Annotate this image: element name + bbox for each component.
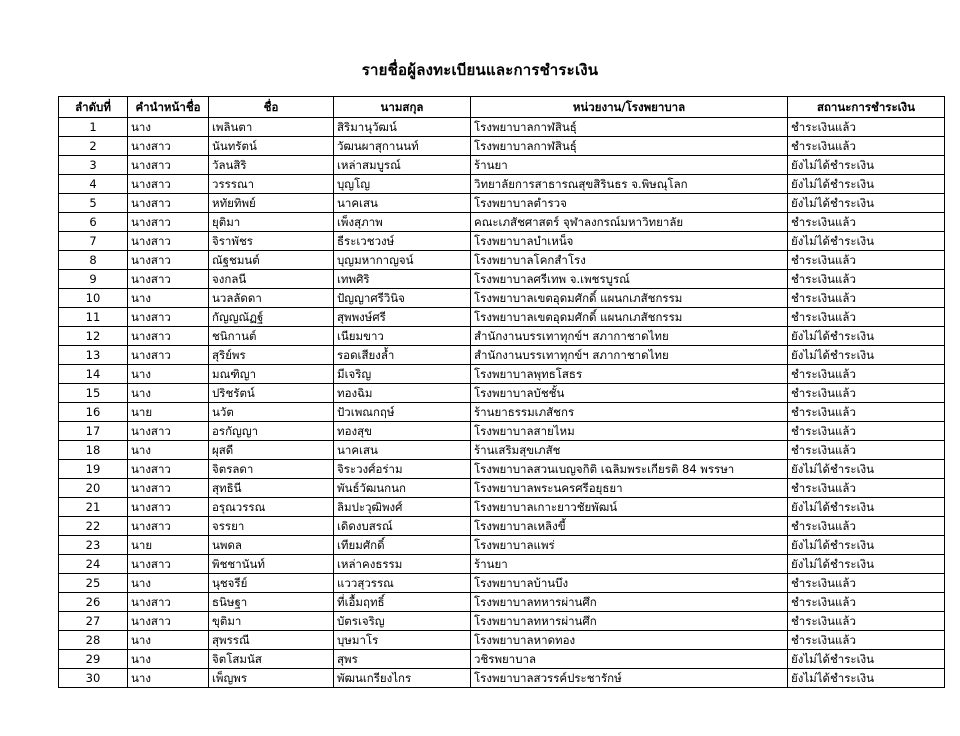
cell-last-name: พัฒนเกรียงไกร: [334, 669, 471, 688]
column-header-status: สถานะการชำระเงิน: [788, 97, 945, 118]
cell-first-name: หทัยทิพย์: [209, 194, 334, 213]
cell-no: 21: [59, 498, 128, 517]
cell-first-name: ชนิกานต์: [209, 327, 334, 346]
table-row: [59, 289, 945, 308]
table-row: [59, 479, 945, 498]
cell-organization: โรงพยาบาลสายไหม: [471, 422, 788, 441]
cell-no: 3: [59, 156, 128, 175]
cell-organization: โรงพยาบาลสวรรค์ประชารักษ์: [471, 669, 788, 688]
cell-organization: โรงพยาบาลแพร่: [471, 536, 788, 555]
table-row: [59, 365, 945, 384]
cell-payment-status: ชำระเงินแล้ว: [788, 479, 945, 498]
cell-first-name: ปริชรัตน์: [209, 384, 334, 403]
cell-no: 5: [59, 194, 128, 213]
cell-title: นาง: [128, 118, 209, 137]
cell-organization: โรงพยาบาลกาฬสินธุ์: [471, 118, 788, 137]
cell-organization: โรงพยาบาลตำรวจ: [471, 194, 788, 213]
cell-title: นาง: [128, 384, 209, 403]
cell-payment-status: ชำระเงินแล้ว: [788, 118, 945, 137]
cell-no: 18: [59, 441, 128, 460]
cell-payment-status: ชำระเงินแล้ว: [788, 384, 945, 403]
cell-payment-status: ยังไม่ได้ชำระเงิน: [788, 555, 945, 574]
cell-payment-status: ยังไม่ได้ชำระเงิน: [788, 536, 945, 555]
cell-title: นาง: [128, 289, 209, 308]
cell-payment-status: ยังไม่ได้ชำระเงิน: [788, 669, 945, 688]
cell-last-name: วัฒนผาสุกานนท์: [334, 137, 471, 156]
table-header-row: [59, 97, 945, 118]
cell-organization: โรงพยาบาลหาดทอง: [471, 631, 788, 650]
cell-payment-status: ยังไม่ได้ชำระเงิน: [788, 194, 945, 213]
table-row: [59, 403, 945, 422]
cell-title: นางสาว: [128, 137, 209, 156]
cell-title: นางสาว: [128, 213, 209, 232]
table-row: [59, 517, 945, 536]
cell-payment-status: ชำระเงินแล้ว: [788, 631, 945, 650]
cell-last-name: ปัญญาศรีวินิจ: [334, 289, 471, 308]
cell-last-name: เพ็งสุภาพ: [334, 213, 471, 232]
table-header: [59, 97, 945, 118]
column-header-last: นามสกุล: [334, 97, 471, 118]
cell-organization: โรงพยาบาลบ้านบึง: [471, 574, 788, 593]
cell-payment-status: ยังไม่ได้ชำระเงิน: [788, 232, 945, 251]
cell-payment-status: ชำระเงินแล้ว: [788, 251, 945, 270]
cell-payment-status: ชำระเงินแล้ว: [788, 365, 945, 384]
cell-last-name: บุญมหากาญจน์: [334, 251, 471, 270]
table-row: [59, 156, 945, 175]
cell-last-name: เทียมศักดิ์: [334, 536, 471, 555]
table-row: [59, 137, 945, 156]
cell-last-name: เทพศิริ: [334, 270, 471, 289]
cell-first-name: ยุติมา: [209, 213, 334, 232]
cell-payment-status: ชำระเงินแล้ว: [788, 137, 945, 156]
cell-organization: ร้านยา: [471, 555, 788, 574]
table-row: [59, 631, 945, 650]
cell-first-name: นวัต: [209, 403, 334, 422]
cell-title: นางสาว: [128, 422, 209, 441]
cell-organization: โรงพยาบาลบำเหน็จ: [471, 232, 788, 251]
cell-last-name: สุพร: [334, 650, 471, 669]
cell-last-name: สิริมานุวัฒน์: [334, 118, 471, 137]
cell-no: 19: [59, 460, 128, 479]
cell-no: 29: [59, 650, 128, 669]
cell-first-name: วรรรณา: [209, 175, 334, 194]
cell-last-name: ทองสุข: [334, 422, 471, 441]
cell-payment-status: ชำระเงินแล้ว: [788, 441, 945, 460]
cell-last-name: สุพพงษ์ศรี: [334, 308, 471, 327]
cell-title: นางสาว: [128, 194, 209, 213]
cell-first-name: นวลลัดดา: [209, 289, 334, 308]
cell-last-name: พันธ์วัฒนกนก: [334, 479, 471, 498]
cell-title: นาง: [128, 650, 209, 669]
cell-no: 17: [59, 422, 128, 441]
table-row: [59, 232, 945, 251]
cell-payment-status: ชำระเงินแล้ว: [788, 422, 945, 441]
cell-payment-status: ชำระเงินแล้ว: [788, 213, 945, 232]
cell-title: นางสาว: [128, 460, 209, 479]
table-row: [59, 593, 945, 612]
table-row: [59, 650, 945, 669]
cell-title: นางสาว: [128, 308, 209, 327]
table-row: [59, 536, 945, 555]
cell-organization: โรงพยาบาลศรีเทพ จ.เพชรบูรณ์: [471, 270, 788, 289]
cell-no: 10: [59, 289, 128, 308]
cell-first-name: ธนิษฐา: [209, 593, 334, 612]
table-row: [59, 118, 945, 137]
cell-payment-status: ยังไม่ได้ชำระเงิน: [788, 175, 945, 194]
cell-last-name: บัตรเจริญ: [334, 612, 471, 631]
cell-organization: โรงพยาบาลเขตอุดมศักดิ์ แผนกเภสัชกรรม: [471, 308, 788, 327]
cell-first-name: เพลินตา: [209, 118, 334, 137]
table-row: [59, 194, 945, 213]
table-row: [59, 346, 945, 365]
cell-payment-status: ยังไม่ได้ชำระเงิน: [788, 327, 945, 346]
table-row: [59, 460, 945, 479]
cell-last-name: แววสุวรรณ: [334, 574, 471, 593]
cell-first-name: สุริย์พร: [209, 346, 334, 365]
cell-no: 23: [59, 536, 128, 555]
cell-first-name: มณฑิญา: [209, 365, 334, 384]
cell-first-name: นพดล: [209, 536, 334, 555]
cell-title: นางสาว: [128, 479, 209, 498]
cell-first-name: อรกัญญา: [209, 422, 334, 441]
cell-title: นางสาว: [128, 517, 209, 536]
cell-payment-status: ชำระเงินแล้ว: [788, 308, 945, 327]
cell-organization: โรงพยาบาลทหารผ่านศึก: [471, 612, 788, 631]
cell-first-name: จิตโสมนัส: [209, 650, 334, 669]
cell-first-name: พิชชานันท์: [209, 555, 334, 574]
cell-title: นางสาว: [128, 612, 209, 631]
cell-title: นาย: [128, 536, 209, 555]
cell-payment-status: ชำระเงินแล้ว: [788, 612, 945, 631]
cell-no: 4: [59, 175, 128, 194]
cell-last-name: นาคเสน: [334, 441, 471, 460]
cell-first-name: วัลนสิริ: [209, 156, 334, 175]
column-header-title: คำนำหน้าชื่อ: [128, 97, 209, 118]
cell-organization: คณะเภสัชศาสตร์ จุฬาลงกรณ์มหาวิทยาลัย: [471, 213, 788, 232]
cell-last-name: เหล่าคงธรรม: [334, 555, 471, 574]
table-row: [59, 270, 945, 289]
cell-payment-status: ยังไม่ได้ชำระเงิน: [788, 460, 945, 479]
cell-title: นาย: [128, 403, 209, 422]
cell-no: 14: [59, 365, 128, 384]
cell-title: นางสาว: [128, 346, 209, 365]
cell-payment-status: ชำระเงินแล้ว: [788, 270, 945, 289]
cell-title: นางสาว: [128, 327, 209, 346]
cell-organization: โรงพยาบาลเขตอุดมศักดิ์ แผนกเภสัชกรรม: [471, 289, 788, 308]
cell-no: 16: [59, 403, 128, 422]
cell-last-name: ลิมปะวุฒิพงศ์: [334, 498, 471, 517]
document-page: [0, 58, 960, 736]
cell-last-name: นาคเสน: [334, 194, 471, 213]
table-row: [59, 213, 945, 232]
cell-last-name: บุญโญ: [334, 175, 471, 194]
table-row: [59, 384, 945, 403]
cell-no: 2: [59, 137, 128, 156]
cell-last-name: มีเจริญ: [334, 365, 471, 384]
cell-payment-status: ชำระเงินแล้ว: [788, 574, 945, 593]
cell-no: 12: [59, 327, 128, 346]
cell-title: นางสาว: [128, 498, 209, 517]
cell-title: นาง: [128, 365, 209, 384]
cell-no: 27: [59, 612, 128, 631]
table-body: [59, 118, 945, 688]
cell-no: 26: [59, 593, 128, 612]
column-header-first: ชื่อ: [209, 97, 334, 118]
cell-no: 11: [59, 308, 128, 327]
cell-title: นาง: [128, 441, 209, 460]
cell-payment-status: ยังไม่ได้ชำระเงิน: [788, 346, 945, 365]
cell-first-name: อรุณวรรณ: [209, 498, 334, 517]
cell-last-name: ที่เอื้มฤทธิ์: [334, 593, 471, 612]
cell-title: นาง: [128, 631, 209, 650]
table-row: [59, 612, 945, 631]
cell-first-name: ผุสดี: [209, 441, 334, 460]
table-row: [59, 555, 945, 574]
cell-no: 7: [59, 232, 128, 251]
table-row: [59, 308, 945, 327]
table-row: [59, 574, 945, 593]
cell-first-name: จิตรลดา: [209, 460, 334, 479]
cell-organization: วิทยาลัยการสาธารณสุขสิรินธร จ.พิษณุโลก: [471, 175, 788, 194]
cell-first-name: กัญญณัฏฐ์: [209, 308, 334, 327]
cell-last-name: เหล่าสมบูรณ์: [334, 156, 471, 175]
cell-organization: โรงพยาบาลเหลิงขี้: [471, 517, 788, 536]
cell-first-name: ณัฐชมนต์: [209, 251, 334, 270]
cell-payment-status: ชำระเงินแล้ว: [788, 289, 945, 308]
cell-organization: โรงพยาบาลกาฬสินธุ์: [471, 137, 788, 156]
cell-last-name: รอดเสียงล้ำ: [334, 346, 471, 365]
cell-payment-status: ยังไม่ได้ชำระเงิน: [788, 156, 945, 175]
cell-organization: โรงพยาบาลเกาะยาวชัยพัฒน์: [471, 498, 788, 517]
cell-first-name: นุชจรีย์: [209, 574, 334, 593]
cell-organization: ร้านเสริมสุขเภสัช: [471, 441, 788, 460]
cell-title: นาง: [128, 574, 209, 593]
cell-no: 28: [59, 631, 128, 650]
cell-title: นางสาว: [128, 593, 209, 612]
cell-title: นางสาว: [128, 175, 209, 194]
column-header-no: ลำดับที่: [59, 97, 128, 118]
cell-organization: ร้านยา: [471, 156, 788, 175]
table-row: [59, 669, 945, 688]
cell-organization: โรงพยาบาลบัชชั้น: [471, 384, 788, 403]
cell-first-name: จงกลนี: [209, 270, 334, 289]
cell-organization: โรงพยาบาลทหารผ่านศึก: [471, 593, 788, 612]
cell-payment-status: ยังไม่ได้ชำระเงิน: [788, 498, 945, 517]
cell-organization: โรงพยาบาลพุทธโสธร: [471, 365, 788, 384]
cell-no: 8: [59, 251, 128, 270]
cell-payment-status: ชำระเงินแล้ว: [788, 593, 945, 612]
cell-first-name: สุทธินี: [209, 479, 334, 498]
cell-no: 20: [59, 479, 128, 498]
cell-last-name: บุษมาโร: [334, 631, 471, 650]
cell-title: นาง: [128, 669, 209, 688]
cell-organization: โรงพยาบาลโคกสำโรง: [471, 251, 788, 270]
cell-first-name: ขุติมา: [209, 612, 334, 631]
cell-no: 15: [59, 384, 128, 403]
cell-first-name: เพ็ญพร: [209, 669, 334, 688]
cell-no: 30: [59, 669, 128, 688]
cell-payment-status: ยังไม่ได้ชำระเงิน: [788, 650, 945, 669]
cell-title: นางสาว: [128, 270, 209, 289]
cell-last-name: จิระวงศ์อร่าม: [334, 460, 471, 479]
registration-table: [58, 96, 945, 688]
table-row: [59, 441, 945, 460]
cell-title: นางสาว: [128, 156, 209, 175]
table-row: [59, 327, 945, 346]
cell-no: 9: [59, 270, 128, 289]
cell-organization: วชิรพยาบาล: [471, 650, 788, 669]
cell-first-name: จรรยา: [209, 517, 334, 536]
cell-first-name: นันทรัตน์: [209, 137, 334, 156]
table-row: [59, 422, 945, 441]
cell-no: 22: [59, 517, 128, 536]
cell-title: นางสาว: [128, 232, 209, 251]
table-row: [59, 498, 945, 517]
cell-organization: ร้านยาธรรมเภสัชกร: [471, 403, 788, 422]
cell-first-name: สุพรรณี: [209, 631, 334, 650]
cell-payment-status: ชำระเงินแล้ว: [788, 517, 945, 536]
cell-no: 13: [59, 346, 128, 365]
cell-title: นางสาว: [128, 555, 209, 574]
cell-last-name: ปัวเพณกฤษ์: [334, 403, 471, 422]
cell-payment-status: ชำระเงินแล้ว: [788, 403, 945, 422]
cell-no: 25: [59, 574, 128, 593]
cell-no: 1: [59, 118, 128, 137]
cell-last-name: ทองฉิม: [334, 384, 471, 403]
column-header-org: หน่วยงาน/โรงพยาบาล: [471, 97, 788, 118]
table-row: [59, 251, 945, 270]
cell-no: 6: [59, 213, 128, 232]
table-row: [59, 175, 945, 194]
cell-last-name: เดิดงบสรณ์: [334, 517, 471, 536]
page-title: รายชื่อผู้ลงทะเบียนและการชำระเงิน: [361, 61, 599, 79]
cell-no: 24: [59, 555, 128, 574]
registration-table-container: [58, 96, 916, 688]
cell-organization: โรงพยาบาลพระนครศรีอยุธยา: [471, 479, 788, 498]
cell-title: นางสาว: [128, 251, 209, 270]
cell-organization: สำนักงานบรรเทาทุกข์ฯ สภากาชาดไทย: [471, 327, 788, 346]
cell-last-name: ธีระเวชวงษ์: [334, 232, 471, 251]
cell-last-name: เนียมขาว: [334, 327, 471, 346]
cell-organization: สำนักงานบรรเทาทุกข์ฯ สภากาชาดไทย: [471, 346, 788, 365]
cell-first-name: จิราพัชร: [209, 232, 334, 251]
cell-organization: โรงพยาบาลสวนเบญจกิติ เฉลิมพระเกียรติ 84 พรรษา: [471, 460, 788, 479]
